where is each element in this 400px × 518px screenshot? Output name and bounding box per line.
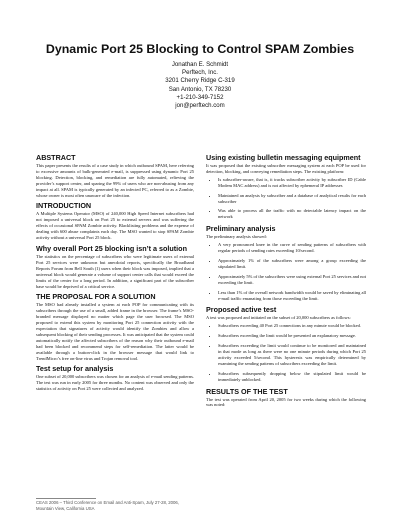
list-item: • A very pronounced knee in the curve of sending patterns of subscribers with regular periods of sending rates exceeding 10/second. bbox=[218, 242, 366, 254]
right-column bbox=[206, 150, 366, 410]
existing-equipment-list bbox=[206, 177, 366, 220]
proposed-test-heading: Proposed active test bbox=[206, 305, 277, 315]
results-text: The test was operated from April 20, 2005 for two weeks during which the following was noted: bbox=[206, 396, 366, 408]
author-affiliation: Perftech, Inc. bbox=[182, 69, 218, 77]
list-item: • Approximately 1% of the subscribers were among a group exceeding the stipulated limit. bbox=[218, 258, 366, 270]
proposed-test-text: A test was proposed and initiated on the subset of 20,000 subscribers as follows: bbox=[206, 315, 351, 321]
author-city: San Antonio, TX 78230 bbox=[168, 85, 232, 93]
list-item: • Subscribers exceeding the limit would be presented an explanatory message. bbox=[218, 333, 366, 339]
preliminary-analysis-text: The preliminary analysis showed: bbox=[206, 234, 267, 240]
abstract-heading: ABSTRACT bbox=[36, 153, 76, 162]
proposed-test-list bbox=[206, 323, 366, 382]
why-not-blocking-heading: Why overall Port 25 blocking isn’t a solution bbox=[36, 243, 187, 253]
list-item: • Subscribers exceeding 40 Port 25 connections in any minute would be blocked. bbox=[218, 323, 366, 329]
author-phone: +1-210-349-7152 bbox=[176, 93, 224, 101]
author-block bbox=[0, 61, 400, 110]
list-item: • Subscribers exceeding the limit would continue to be monitored and maintained in that mode as long as there were no one minute periods during which Port 25 activity exceeded 5/second. This hysteresis was empirically determined by examining the sending patterns of subscribers exceeding the limit. bbox=[218, 343, 366, 367]
list-item: • Less than 1% of the overall network bandwidth would be saved by eliminating all e-mail traffic emanating from those exceeding the limit. bbox=[218, 290, 366, 302]
introduction-heading: INTRODUCTION bbox=[36, 201, 92, 211]
list-item: • Maintained an analysis by subscriber and a database of analytical results for each subscriber bbox=[218, 193, 366, 205]
introduction-text: A Multiple Systems Operator (MSO) of 240,000 High Speed Internet subscribers had not imposed a universal block on Port 25 to external servers and was suffering the effects of occasional SPAM Zombie activity. Blacklisting problems and the expense of dealing with 600 abuse complaints each day. The MSO wanted to stop SPAM Zombie activity without a universal Port 25 block. bbox=[36, 211, 194, 241]
paper-title: Dynamic Port 25 Blocking to Control SPAM Zombies bbox=[45, 42, 355, 56]
footer-divider bbox=[36, 498, 96, 499]
test-setup-heading: Test setup for analysis bbox=[36, 364, 114, 374]
footer-note bbox=[36, 498, 194, 511]
left-column bbox=[36, 150, 194, 394]
author-email: jon@perftech.com bbox=[175, 102, 225, 110]
proposal-text: The MSO had already installed a system at each POP for communicating with its subscribers through the use of a small, added frame in the browser. The frame’s MSO-branded message displayed no matter which page the user browsed. The MSO proposed to extend this system by monitoring Port 25 connection activity with the expectation that signatures of activity would identify the Zombies and allow a subsequent blocking of their sending processes. It was anticipated that the system could automatically notify the affected subscribers of the reason why their outbound e-mail had been blocked and recommend steps for self-remediation. The latter would be available through a button-click in the browser message that would link to TrendMicro’s free on-line virus and Trojan removal tool. bbox=[36, 302, 194, 361]
test-setup-text: One subset of 20,000 subscribers was chosen for an analysis of e-mail sending patterns. The test was run in early 2005 for three months. No content was observed and only the statistics of activity on Port 25 were collected and analyzed. bbox=[36, 374, 194, 392]
preliminary-analysis-heading: Preliminary analysis bbox=[206, 224, 276, 234]
list-item: • Is subscriber-aware, that is, it tracks subscriber activity by subscriber ID (Cable Modem MAC address) and is not affected by ephemeral IP addresses bbox=[218, 177, 366, 189]
author-address-line: 3201 Cherry Ridge C-319 bbox=[165, 77, 235, 85]
preliminary-analysis-list bbox=[206, 242, 366, 301]
why-not-blocking-text: The statistics on the percentage of subscribers who were legitimate users of external Port 25 services were unknown but anecdotal reports, specifically the Broadband Reports Forum from Bell South (1) users when their block was imposed, implied that a universal block would generate a volume of support center calls that would exceed the limits of the center for a long period. In addition, a significant part of the subscriber base would be deprived of a critical service. bbox=[36, 253, 194, 289]
proposal-heading: THE PROPOSAL FOR A SOLUTION bbox=[36, 292, 156, 302]
conference-note: CEAS 2006 – Third Conference on Email and Anti-Spam, July 27-28, 2006, Mountain View, California USA bbox=[36, 500, 179, 511]
abstract-text: This paper presents the results of a case study in which outbound SPAM, here referring to excessive amounts of bulk-generated e-mail, is suppressed using dynamic Port 25 blocking. Detection, blocking, and remediation are fully automated, relieving the provider’s support center, and sparing the 99% of users who are non-abusing from any impact at all. SPAM is typically generated by an infected PC, referred to as a Zombie, whose owner is most often unaware of the infection. bbox=[36, 163, 194, 198]
list-item: • Was able to process all the traffic with no detectable latency impact on the network bbox=[218, 208, 366, 220]
existing-equipment-text: It was proposed that the existing subscriber messaging system at each POP be used for detection, blocking, and conveying remediation steps. The existing platform: bbox=[206, 163, 366, 174]
list-item: • Subscribers subsequently dropping below the stipulated limit would be immediately unblocked. bbox=[218, 371, 366, 383]
existing-equipment-heading: Using existing bulletin messaging equipment bbox=[206, 153, 361, 162]
list-item: • Approximately 5% of the subscribers were using external Port 25 services and not exceeding the limit. bbox=[218, 274, 366, 286]
results-heading: RESULTS OF THE TEST bbox=[206, 386, 288, 396]
author-name: Jonathan E. Schmidt bbox=[171, 61, 229, 68]
